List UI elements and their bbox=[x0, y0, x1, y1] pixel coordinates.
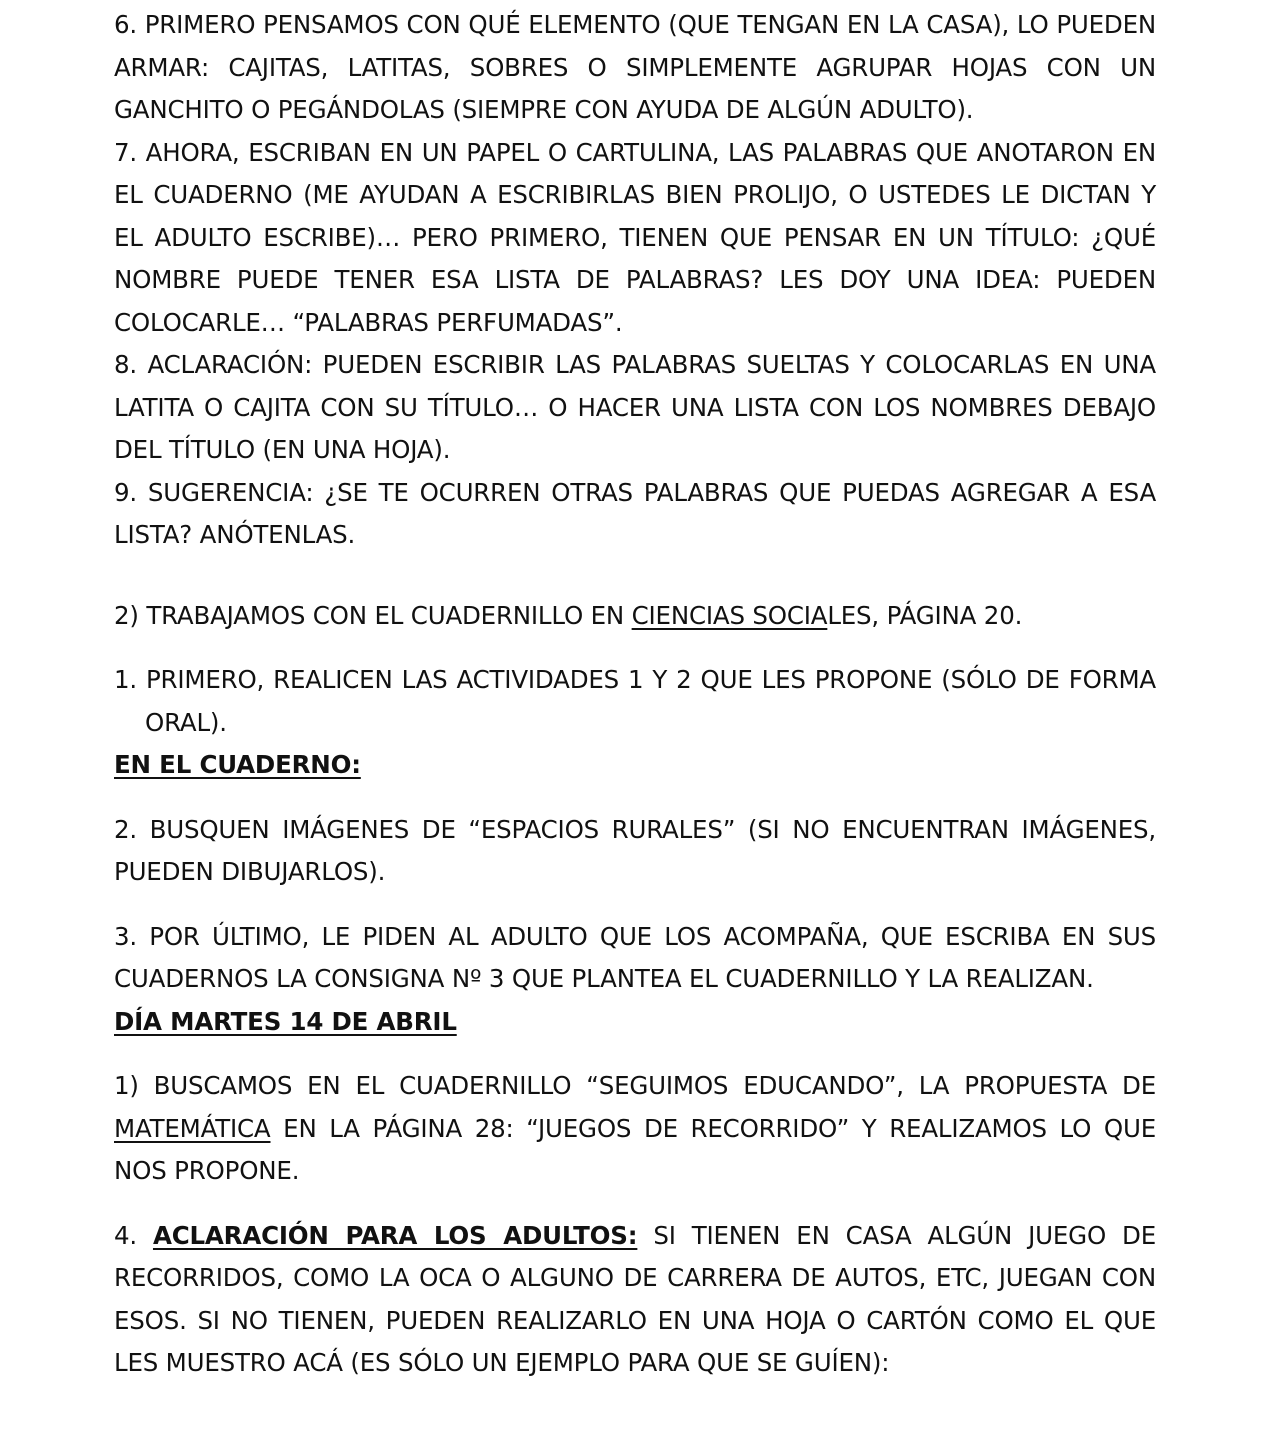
section-2-underlined-subject: CIENCIAS SOCIA bbox=[631, 600, 828, 630]
section-2-prefix: 2) TRABAJAMOS CON EL CUADERNILLO EN bbox=[114, 600, 632, 630]
paragraph-item-8: 8. ACLARACIÓN: PUEDEN ESCRIBIR LAS PALABRAS SUELTAS Y COLOCARLAS EN UNA LATITA O CAJITA CON SU TÍTULO… O HACER UNA LISTA CON LOS NOMBRES DEBAJO DEL TÍTULO (EN UNA HOJA). bbox=[114, 350, 1156, 464]
day-heading: DÍA MARTES 14 DE ABRIL bbox=[114, 1006, 457, 1036]
item-4-number: 4. bbox=[114, 1220, 153, 1250]
cuaderno-heading: EN EL CUADERNO: bbox=[114, 750, 361, 779]
document-page bbox=[114, 4, 1156, 1385]
section-2-heading bbox=[114, 595, 1156, 638]
sociales-item-1: 1. PRIMERO, REALICEN LAS ACTIVIDADES 1 Y 2 QUE LES PROPONE (SÓLO DE FORMA ORAL). bbox=[114, 665, 1156, 737]
item-4-label: ACLARACIÓN PARA LOS ADULTOS: bbox=[152, 1220, 638, 1250]
section-2-suffix: LES, PÁGINA 20. bbox=[827, 600, 1023, 630]
math-prefix: 1) BUSCAMOS EN EL CUADERNILLO “SEGUIMOS EDUCANDO”, LA PROPUESTA DE bbox=[114, 1071, 1156, 1100]
math-paragraph bbox=[114, 1065, 1156, 1193]
paragraph-item-9: 9. SUGERENCIA: ¿SE TE OCURREN OTRAS PALABRAS QUE PUEDAS AGREGAR A ESA LISTA? ANÓTENLAS. bbox=[114, 477, 1156, 549]
sociales-item-3: 3. POR ÚLTIMO, LE PIDEN AL ADULTO QUE LOS ACOMPAÑA, QUE ESCRIBA EN SUS CUADERNOS LA CONSIGNA Nº 3 QUE PLANTEA EL CUADERNILLO Y LA REALIZAN. bbox=[114, 921, 1156, 993]
sociales-item-2: 2. BUSQUEN IMÁGENES DE “ESPACIOS RURALES” (SI NO ENCUENTRAN IMÁGENES, PUEDEN DIBUJARLOS). bbox=[114, 814, 1156, 886]
paragraph-item-6: 6. PRIMERO PENSAMOS CON QUÉ ELEMENTO (QUE TENGAN EN LA CASA), LO PUEDEN ARMAR: CAJITAS, LATITAS, SOBRES O SIMPLEMENTE AGRUPAR HOJAS CON UN GANCHITO O PEGÁNDOLAS (SIEMPRE CON AYUDA DE ALGÚN ADULTO). bbox=[114, 10, 1156, 124]
item-4-text: SI TIENEN EN CASA ALGÚN JUEGO DE RECORRIDOS, COMO LA OCA O ALGUNO DE CARRERA DE AUTOS, ETC, JUEGAN CON ESOS. SI NO TIENEN, PUEDEN REALIZARLO EN UNA HOJA O CARTÓN COMO EL QUE LES MUESTRO ACÁ (ES SÓLO UN EJEMPLO PARA QUE SE GUÍEN): bbox=[114, 1220, 1156, 1377]
paragraph-item-4 bbox=[114, 1215, 1156, 1385]
math-underlined-subject: MATEMÁTICA bbox=[114, 1113, 271, 1143]
paragraph-item-7: 7. AHORA, ESCRIBAN EN UN PAPEL O CARTULINA, LAS PALABRAS QUE ANOTARON EN EL CUADERNO (ME AYUDAN A ESCRIBIRLAS BIEN PROLIJO, O USTEDES LE DICTAN Y EL ADULTO ESCRIBE)… PERO PRIMERO, TIENEN QUE PENSAR EN UN TÍTULO: ¿QUÉ NOMBRE PUEDE TENER ESA LISTA DE PALABRAS? LES DOY UNA IDEA: PUEDEN COLOCARLE… “PALABRAS PERFUMADAS”. bbox=[114, 137, 1156, 337]
math-suffix: EN LA PÁGINA 28: “JUEGOS DE RECORRIDO” Y REALIZAMOS LO QUE NOS PROPONE. bbox=[114, 1113, 1156, 1185]
